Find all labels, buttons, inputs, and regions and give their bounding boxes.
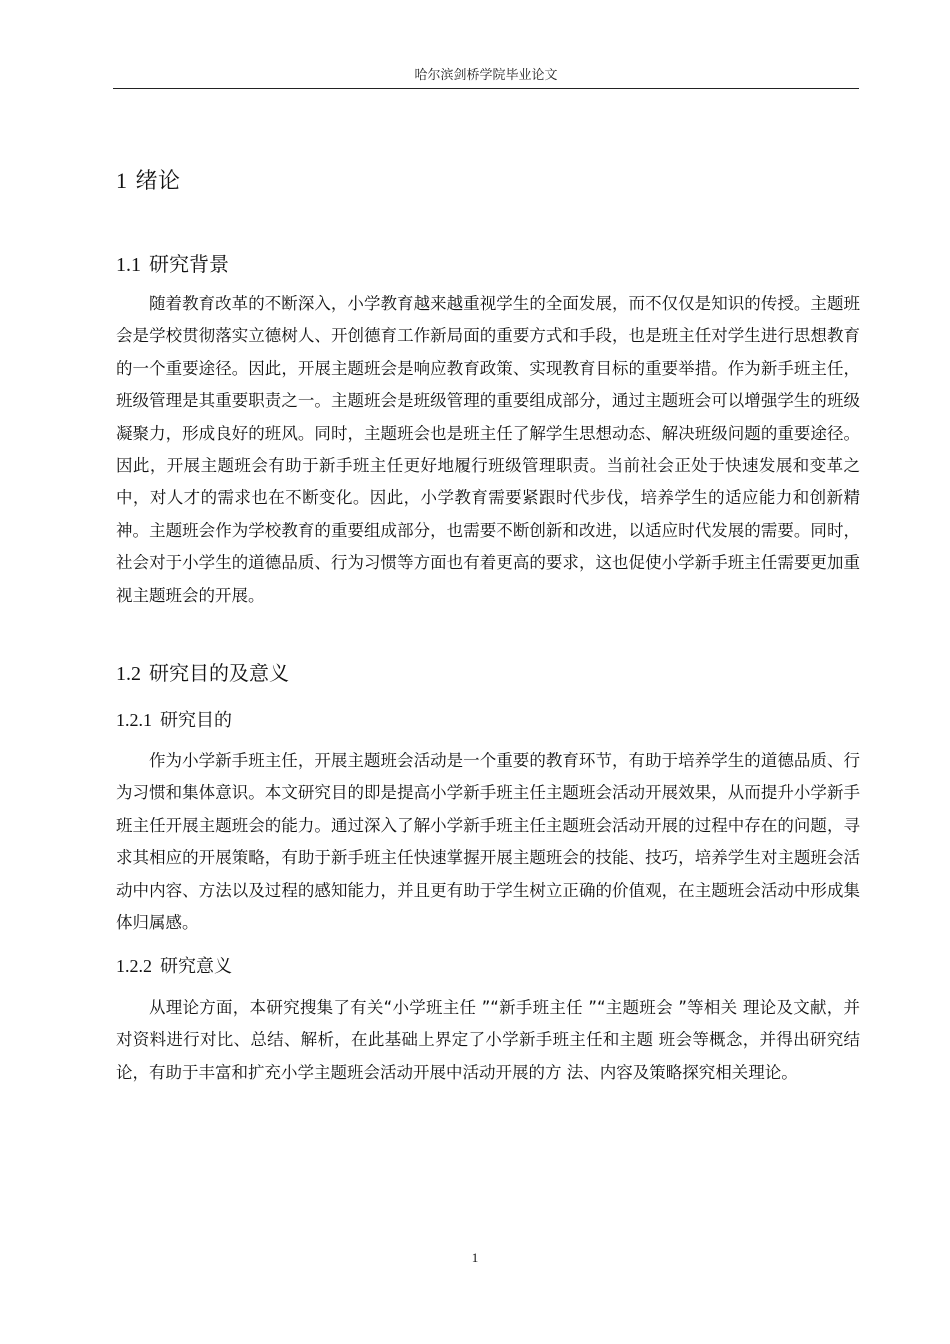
subsection-number: 1.2.2: [116, 956, 152, 976]
chapter-title: 绪论: [135, 169, 181, 194]
paragraph-research-purpose: 作为小学新手班主任，开展主题班会活动是一个重要的教育环节，有助于培养学生的道德品质、行为习惯和集体意识。本文研究目的即是提高小学新手班主任主题班会活动开展效果，从而提升小学新手班主任开展主题班会的能力。通过深入了解小学新手班主任主题班会活动开展的过程中存在的问题，寻求其相应的开展策略，有助于新手班主任快速掌握开展主题班会的技能、技巧，培养学生对主题班会活动中内容、方法以及过程的感知能力，并且更有助于学生树立正确的价值观，在主题班会活动中形成集体归属感。: [116, 751, 860, 933]
section-title: 研究目的及意义: [149, 661, 289, 685]
subsection-heading-1-2-1: [116, 706, 232, 732]
running-header: 哈尔滨剑桥学院毕业论文: [414, 68, 558, 83]
header-divider: [113, 88, 859, 89]
subsection-heading-1-2-2: [116, 952, 232, 978]
page-number: 1: [471, 1250, 479, 1265]
subsection-title: 研究意义: [160, 956, 232, 977]
subsection-title: 研究目的: [160, 710, 232, 731]
paragraph-research-background: 随着教育改革的不断深入，小学教育越来越重视学生的全面发展，而不仅仅是知识的传授。主题班会是学校贯彻落实立德树人、开创德育工作新局面的重要方式和手段，也是班主任对学生进行思想教育的一个重要途径。因此，开展主题班会是响应教育政策、实现教育目标的重要举措。作为新手班主任，班级管理是其重要职责之一。主题班会是班级管理的重要组成部分，通过主题班会可以增强学生的班级凝聚力，形成良好的班风。同时，主题班会也是班主任了解学生思想动态、解决班级问题的重要途径。因此，开展主题班会有助于新手班主任更好地履行班级管理职责。当前社会正处于快速发展和变革之中，对人才的需求也在不断变化。因此，小学教育需要紧跟时代步伐，培养学生的适应能力和创新精神。主题班会作为学校教育的重要组成部分，也需要不断创新和改进，以适应时代发展的需要。同时，社会对于小学生的道德品质、行为习惯等方面也有着更高的要求，这也促使小学新手班主任需要更加重视主题班会的开展。: [116, 294, 860, 605]
section-heading-1-1: [116, 248, 229, 277]
chapter-number: 1: [116, 168, 128, 193]
section-number: 1.1: [116, 254, 141, 276]
section-heading-1-2: [116, 657, 289, 686]
section-title: 研究背景: [149, 252, 229, 276]
section-number: 1.2: [116, 663, 141, 685]
chapter-heading: [116, 164, 181, 195]
subsection-number: 1.2.1: [116, 710, 152, 730]
paragraph-research-significance: 从理论方面，本研究搜集了有关“小学班主任 ”“新手班主任 ”“主题班会 ”等相关 理论及文献，并对资料进行对比、总结、解析，在此基础上界定了小学新手班主任和主题 班会等概念，并得出研究结论，有助于丰富和扩充小学主题班会活动开展中活动开展的方 法、内容及策略探究相关理论。: [116, 998, 860, 1082]
